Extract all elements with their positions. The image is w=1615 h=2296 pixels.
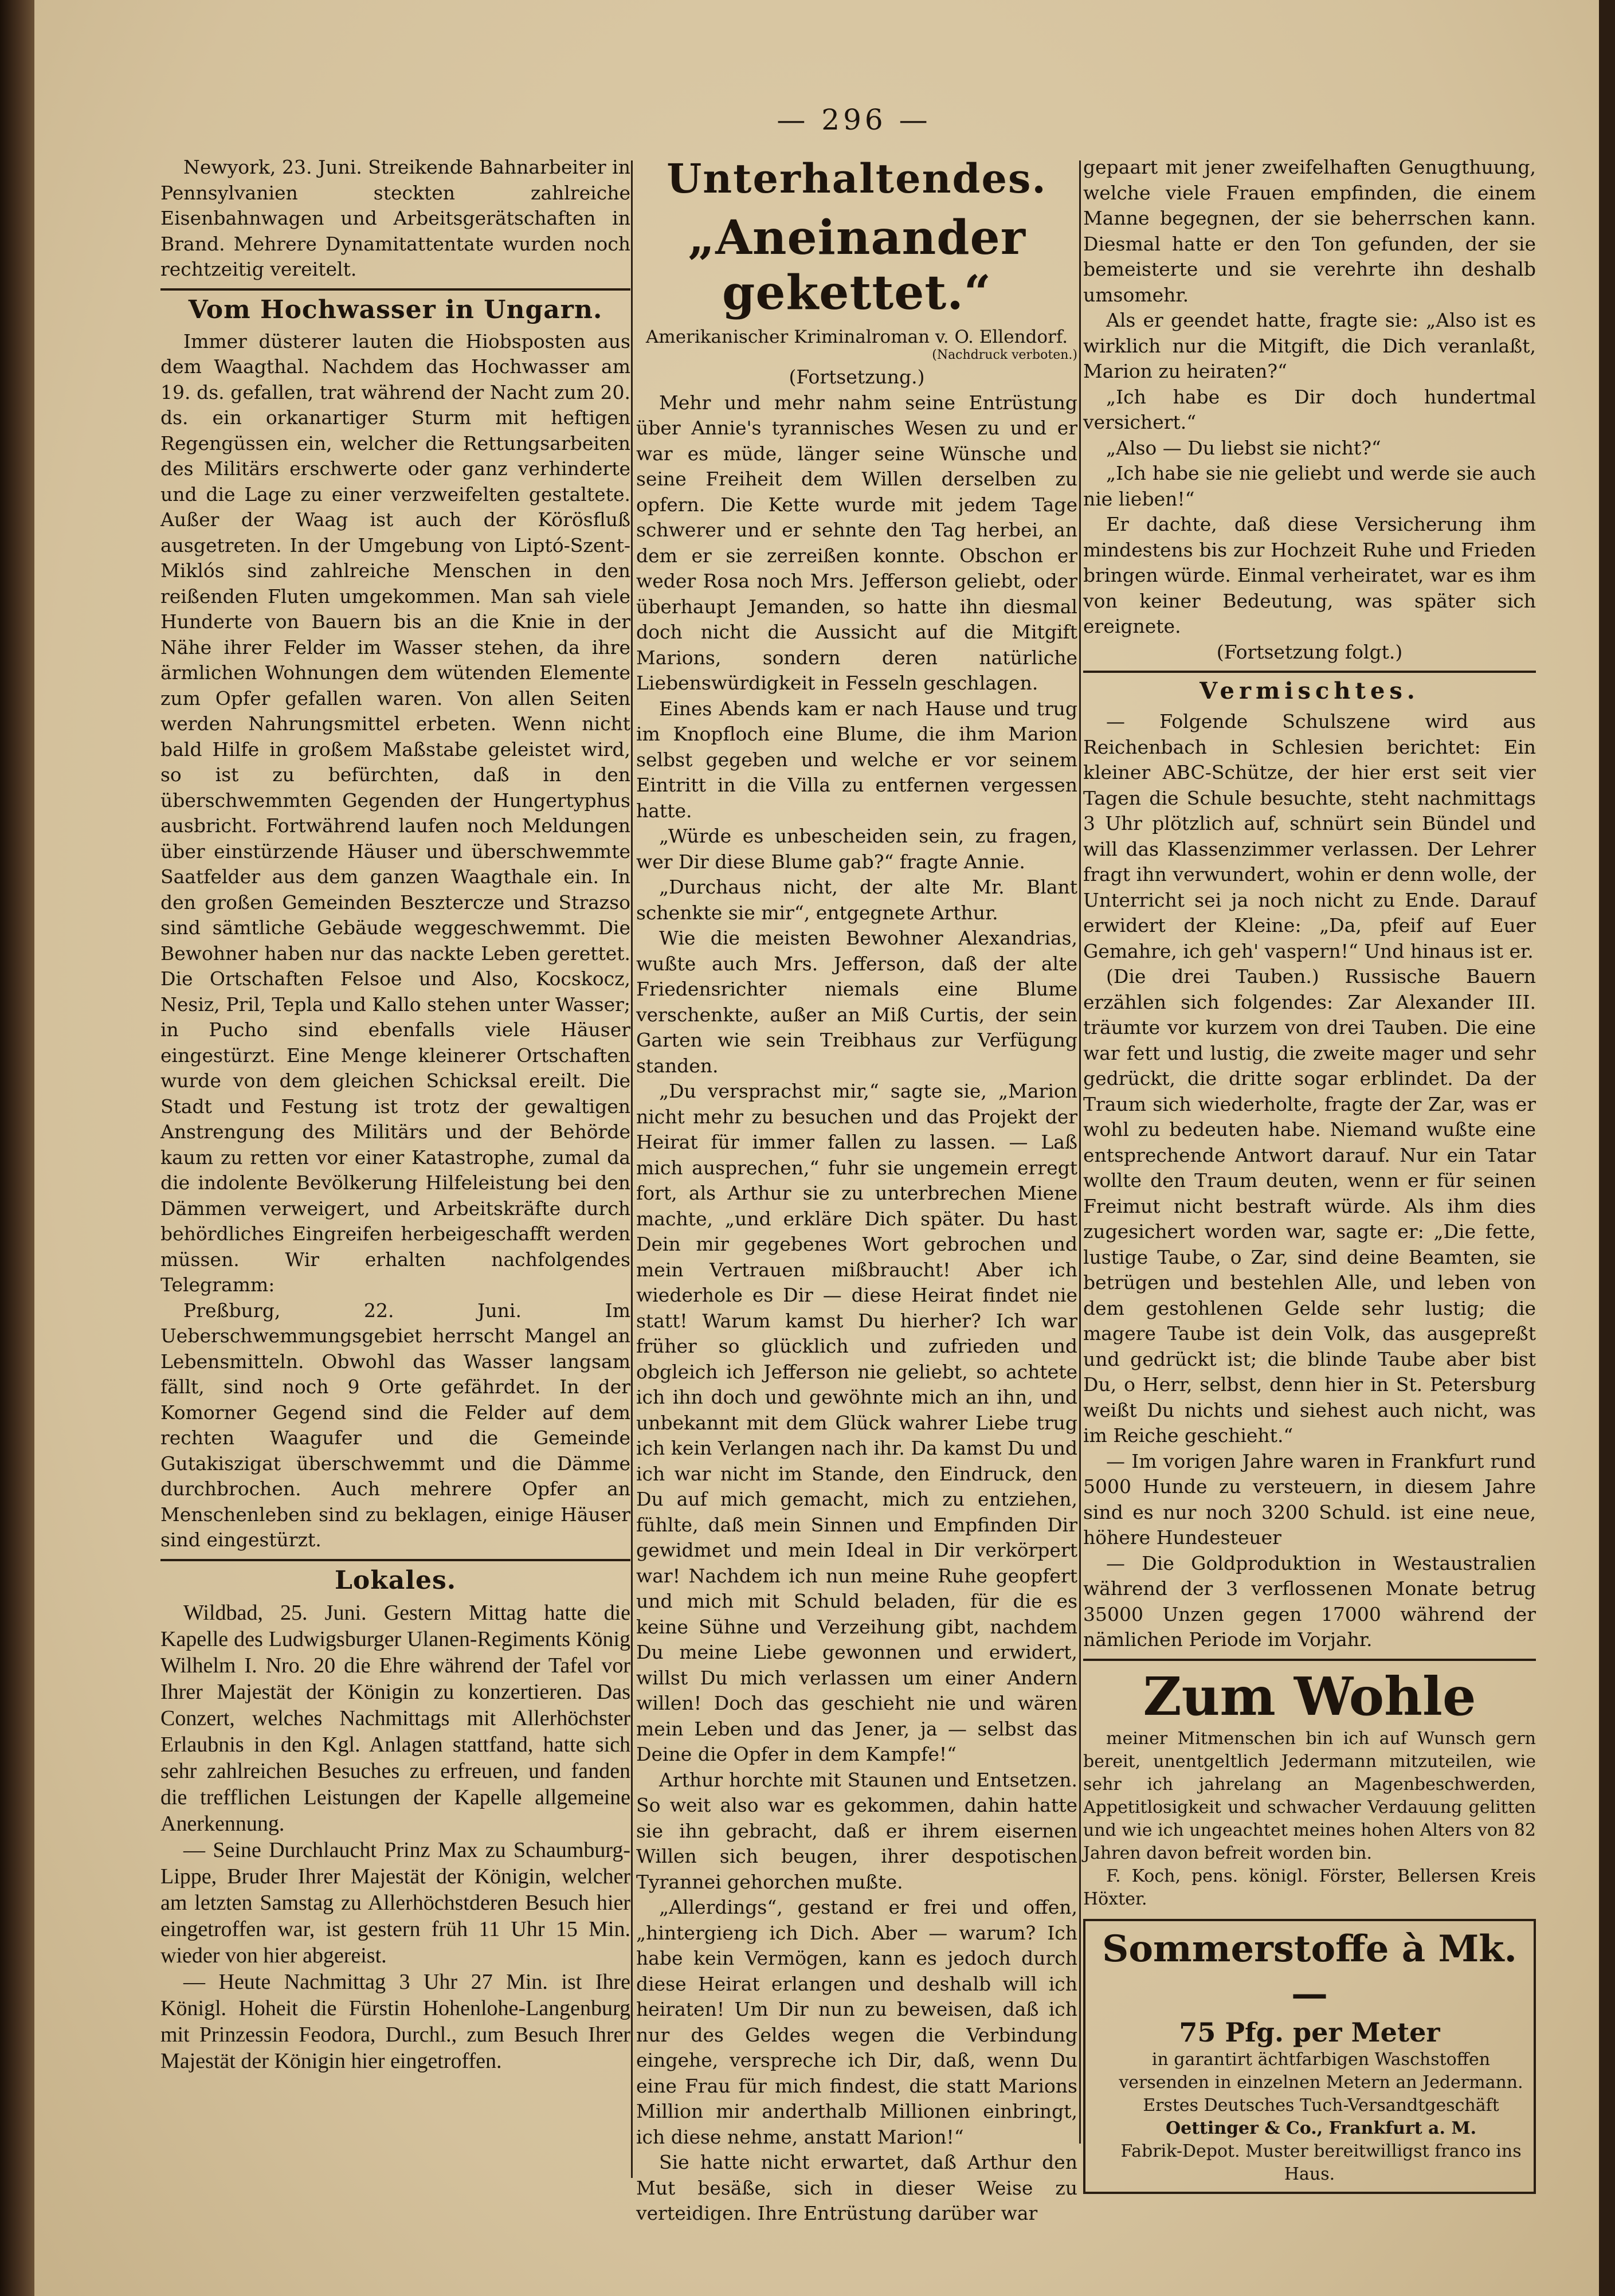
local-princess: — Heute Nachmittag 3 Uhr 27 Min. ist Ihre Königl. Hoheit die Fürstin Hohenlohe-Langenburg mit Prinzessin Feodora, Durchl., zum Besuch Ihrer Majestät der Königin hier eingetroffen. — [160, 1969, 630, 2073]
novel-paragraph: Eines Abends kam er nach Hause und trug im Knopfloch eine Blume, die ihm Marion selbst gegeben und welche er vor seinem Eintritt in die Villa zu entfernen vergessen hatte. — [636, 697, 1077, 822]
novel-paragraph: Als er geendet hatte, fragte sie: „Also ist es wirklich nur die Mitgift, die Dich veranlaßt, Marion zu heiraten?“ — [1083, 309, 1536, 382]
ad-fabrics-line: Fabrik-Depot. Muster bereitwilligst franco ins Haus. — [1120, 2141, 1522, 2184]
column-divider-right — [1079, 160, 1081, 2144]
page-number: — 296 — — [777, 103, 931, 136]
local-prince: — Seine Durchlaucht Prinz Max zu Schaumburg-Lippe, Bruder Ihrer Majestät der Königin, welcher am letzten Samstag zu Allerhöchstderen Besuch hier eingetroffen war, ist gestern früh 11 Uhr 15 Min. wieder von hier abgereist. — [160, 1837, 630, 1968]
column-news — [160, 155, 630, 2074]
novel-title: „Aneinander gekettet.“ — [688, 210, 1026, 320]
novel-paragraph: „Allerdings“, gestand er frei und offen, „hintergieng ich Dich. Aber — warum? Ich habe kein Vermögen, kann es jedoch durch diese Heirat erlangen und deshalb will ich heiraten! Um Dir nun zu beweisen, daß ich nur des Geldes wegen die Verbindung eingehe, verspreche ich Dir, daß, wenn Du eine Frau für mich findest, die statt Marions Million mir anderthalb Millionen einbringt, ich diese nehme, anstatt Marion!“ — [636, 1896, 1077, 2148]
ad-health-text: meiner Mitmenschen bin ich auf Wunsch gern bereit, unentgeltlich Jedermann mitzuteilen, wie sehr ich jahrelang an Magenbeschwerden, Appetitlosigkeit und schwacher Verdauung gelitten und wie ich ungeachtet meines hohen Alters von 82 Jahren davon befreit worden bin. — [1083, 1728, 1536, 1863]
section-rule — [160, 1559, 630, 1561]
column-misc — [1083, 155, 1536, 2194]
ad-health-signature: F. Koch, pens. königl. Förster, Bellersen Kreis Höxter. — [1083, 1866, 1536, 1909]
section-rule — [1083, 671, 1536, 673]
book-spine — [0, 0, 34, 2296]
section-rule — [1083, 1659, 1536, 1661]
continuation-note: (Fortsetzung.) — [789, 366, 925, 388]
novel-paragraph: Sie hatte nicht erwartet, daß Arthur den Mut besäße, sich in dieser Weise zu verteidigen. Ihre Entrüstung darüber war — [636, 2151, 1077, 2224]
misc-item: — Folgende Schulszene wird aus Reichenbach in Schlesien berichtet: Ein kleiner ABC-Schütze, der hier erst seit vier Tagen die Schule besuchte, steht nachmittags 3 Uhr plötzlich auf, schnürt sein Bündel und will das Klassenzimmer verlassen. Der Lehrer fragt ihn verwundert, wohin er denn wolle, der Unterricht sei ja noch nicht zu Ende. Darauf erwidert der Kleine: „Da, pfeif auf Euer Gemahre, ich geh' vaspern!“ Und hinaus ist er. — [1083, 710, 1536, 962]
misc-item: (Die drei Tauben.) Russische Bauern erzählen sich folgendes: Zar Alexander III. träumte vor kurzem von drei Tauben. Die eine war fett und lustig, die zweite mager und sehr gedrückt, die dritte sogar erblindet. Da der Traum sich wiederholte, fragte der Zar, was er wohl zu bedeuten habe. Niemand wußte eine entsprechende Antwort darauf. Nur ein Tatar wollte den Traum deuten, wenn er für seinen Freimut nicht bestraft würde. Als ihm dies zugesichert worden war, sagte er: „Die fette, lustige Taube, o Zar, sind deine Beamten, sie betrügen und bestehlen Alle, und leben von dem gestohlenen Gelde sehr lustig; die magere Taube ist dein Volk, das ausgepreßt und gedrückt ist; die blinde Taube aber bist Du, o Herr, selbst, denn hier in St. Petersburg weißt Du nichts und siehest auch nicht, was im Reiche geschieht.“ — [1083, 965, 1536, 1447]
column-serial — [636, 155, 1077, 2227]
novel-paragraph: „Ich habe es Dir doch hundertmal versichert.“ — [1083, 385, 1536, 433]
novel-subtitle: Amerikanischer Kriminalroman v. O. Ellendorf. — [645, 327, 1068, 347]
novel-paragraph: „Ich habe sie nie geliebt und werde sie auch nie lieben!“ — [1083, 462, 1536, 510]
ad-fabrics-title: Sommerstoffe à Mk. — — [1102, 1927, 1517, 2015]
section-heading: Unterhaltendes. — [667, 155, 1047, 202]
novel-paragraph: „Durchaus nicht, der alte Mr. Blant schenkte sie mir“, entgegnete Arthur. — [636, 876, 1077, 924]
flood-telegram: Preßburg, 22. Juni. Im Ueberschwemmungsgebiet herrscht Mangel an Lebensmitteln. Obwohl das Wasser langsam fällt, sind noch 9 Orte gefährdet. In der Komorner Gegend sind die Felder auf dem rechten Waagufer und die Gemeinde Gutakiszigat überschwemmt und die Dämme durchbrochen. Auch mehrere Opfer an Menschenleben sind zu beklagen, einige Häuser sind eingestürzt. — [160, 1299, 630, 1551]
novel-paragraph: „Du versprachst mir,“ sagte sie, „Marion nicht mehr zu besuchen und das Projekt der Heirat für immer fallen zu lassen. — Laß mich ausprechen,“ fuhr sie ungemein erregt fort, als Arthur sie zu unterbrechen Miene machte, „und erkläre Dich später. Du hast Dein mir gegebenes Wort gebrochen und mein Vertrauen mißbraucht! Aber ich wiederhole es Dir — diese Heirat findet nie statt! Warum kamst Du hierher? Ich war früher so glücklich und zufrieden und obgleich ich Jefferson nie geliebt, so achtete ich ihn doch und gewöhnte mich an ihn, und unbekannt mit dem Glück wahrer Liebe trug ich kein Verlangen nach ihr. Da kamst Du und ich war nicht im Stande, den Eindruck, den Du auf mich gemacht, mich zu entziehen, fühlte, daß mein Sinnen und Empfinden Dir gewidmet und mein Ideal in Dir verkörpert war! Nachdem ich nun meine Ruhe geopfert und mich mit Schuld beladen, für die es keine Sühne und Verzeihung gibt, nachdem Du meine Liebe gewonnen und erwidert, willst Du mich verlassen um einer Andern willen! Doch das geschieht nie und wären mein Leben und das Jener, ja — selbst das Deine die Opfer in dem Kampfe!“ — [636, 1080, 1077, 1765]
novel-paragraph: Er dachte, daß diese Versicherung ihm mindestens bis zur Hochzeit Ruhe und Frieden bringen würde. Einmal verheiratet, war es ihm von keiner Bedeutung, was später sich ereignete. — [1083, 513, 1536, 637]
ad-fabrics-line: Erstes Deutsches Tuch-Versandtgeschäft — [1143, 2095, 1499, 2115]
continuation-note: (Fortsetzung folgt.) — [1216, 640, 1403, 663]
misc-item: — Die Goldproduktion in Westaustralien während der 3 verflossenen Monate betrug 35000 Unzen gegen 17000 während der nämlichen Periode im Vorjahr. — [1083, 1551, 1536, 1651]
ad-fabrics-price: 75 Pfg. per Meter — [1179, 2016, 1440, 2048]
ad-fabrics-company: Oettinger & Co., Frankfurt a. M. — [1165, 2118, 1477, 2138]
novel-paragraph: Mehr und mehr nahm seine Entrüstung über Annie's tyrannisches Wesen zu und er war es müde, länger seine Wünsche und seine Freiheit dem Willen derselben zu opfern. Die Kette wurde mit jedem Tage schwerer und er sehnte den Tag herbei, an dem er sie zerreißen konnte. Obschon er weder Rosa noch Mrs. Jefferson geliebt, oder überhaupt Jemanden, so hatte ihn diesmal doch nicht die Aussicht auf die Mitgift Marions, sondern deren natürliche Liebenswürdigkeit in Fesseln geschlagen. — [636, 391, 1077, 694]
local-wildbad: Wildbad, 25. Juni. Gestern Mittag hatte die Kapelle des Ludwigsburger Ulanen-Regiments König Wilhelm I. Nro. 20 die Ehre während der Tafel vor Ihrer Majestät der Königin zu konzertieren. Das Conzert, welches Nachmittags mit Allerhöchster Erlaubnis in den Kgl. Anlagen stattfand, hatte sich sehr zahlreichen Besuches zu erfreuen, und fanden die trefflichen Leistungen der Kapelle allgemeine Anerkennung. — [160, 1600, 630, 1836]
misc-heading: Vermischtes. — [1200, 677, 1420, 704]
ad-fabrics-line: in garantirt ächtfarbigen Waschstoffen — [1151, 2049, 1491, 2070]
section-rule — [160, 288, 630, 291]
novel-paragraph: Wie die meisten Bewohner Alexandrias, wußte auch Mrs. Jefferson, daß der alte Friedensrichter niemals eine Blume verschenkte, außer an Miß Curtis, der sein Garten wie sein Treibhaus zur Verfügung standen. — [636, 927, 1077, 1077]
ad-health-title: Zum Wohle — [1143, 1665, 1476, 1727]
novel-paragraph: „Also — Du liebst sie nicht?“ — [1106, 436, 1381, 459]
newyork-news: Newyork, 23. Juni. Streikende Bahnarbeiter in Pennsylvanien steckten zahlreiche Eisenbahnwagen und Arbeitsgerätschaften in Brand. Mehrere Dynamitattentate wurden noch rechtzeitig vereitelt. — [160, 156, 630, 280]
ad-fabrics-line: versenden in einzelnen Metern an Jedermann. — [1119, 2072, 1523, 2093]
ad-fabrics-box — [1083, 1919, 1536, 2194]
novel-paragraph: Arthur horchte mit Staunen und Entsetzen. So weit also war es gekommen, dahin hatte sie ihn gebracht, daß er ihrem eisernen Willen sich beugen, ihrer despotischen Tyrannei gehorchen mußte. — [636, 1768, 1077, 1893]
novel-paragraph: gepaart mit jener zweifelhaften Genugthuung, welche viele Frauen empfinden, die einem Manne begegnen, der sie beherrschen kann. Diesmal hatte er den Ton gefunden, der sie bemeisterte und sie verehrte ihn deshalb umsomehr. — [1083, 156, 1536, 306]
misc-item: — Im vorigen Jahre waren in Frankfurt rund 5000 Hunde zu versteuern, in diesem Jahre sind es nur noch 3200 Schuld. ist eine neue, höhere Hundesteuer — [1083, 1449, 1536, 1549]
flood-paragraph: Immer düsterer lauten die Hiobsposten aus dem Waagthal. Nachdem das Hochwasser am 19. ds. gefallen, trat während der Nacht zum 20. ds. ein orkanartiger Sturm mit heftigen Regengüssen ein, welcher die Rettungsarbeiten des Militärs erschwerte oder ganz verhinderte und die Lage zu einer verzweifelten gestaltete. Außer der Waag ist auch der Körösfluß ausgetreten. In der Umgebung von Liptó-Szent-Miklós sind zahlreiche Menschen in den reißenden Fluten umgekommen. Man sah viele Hunderte von Bauern bis an die Knie in der Nähe ihrer Felder im Wasser stehen, da ihre ärmlichen Wohnungen dem wütenden Elemente zum Opfer gefallen waren. Von allen Seiten werden Nahrungsmittel erbeten. Wenn nicht bald Hilfe in großem Maßstabe geleistet wird, so ist zu befürchten, daß in den überschwemmten Gegenden der Hungertyphus ausbricht. Fortwährend laufen noch Meldungen über einstürzende Häuser und überschwemmte Saatfelder aus dem ganzen Waagthale ein. In den großen Gemeinden Besztercze und Strazso sind sämtliche Gebäude weggeschwemmt. Die Bewohner haben nur das nackte Leben gerettet. Die Ortschaften Felsoe und Also, Kocskocz, Nesiz, Pril, Tepla und Kallo stehen unter Wasser; in Pucho sind ebenfalls viele Häuser eingestürzt. Eine Menge kleinerer Ortschaften wurde von dem gleichen Schicksal ereilt. Die Stadt und Festung ist trotz der gewaltigen Anstrengung des Militärs und der Behörde kaum zu retten vor einer Katastrophe, zumal da die indolente Bevölkerung Hilfeleistung bei den Dämmen verweigert, und Arbeitskräfte durch behördliches Eingreifen herbeigeschafft werden müssen. Wir erhalten nachfolgendes Telegramm: — [160, 330, 630, 1296]
column-divider-left — [631, 160, 633, 2178]
reprint-notice: (Nachdruck verboten.) — [932, 348, 1077, 362]
novel-paragraph: „Würde es unbescheiden sein, zu fragen, wer Dir diese Blume gab?“ fragte Annie. — [636, 825, 1077, 873]
local-heading: Lokales. — [334, 1565, 457, 1595]
flood-heading: Vom Hochwasser in Ungarn. — [188, 295, 603, 324]
